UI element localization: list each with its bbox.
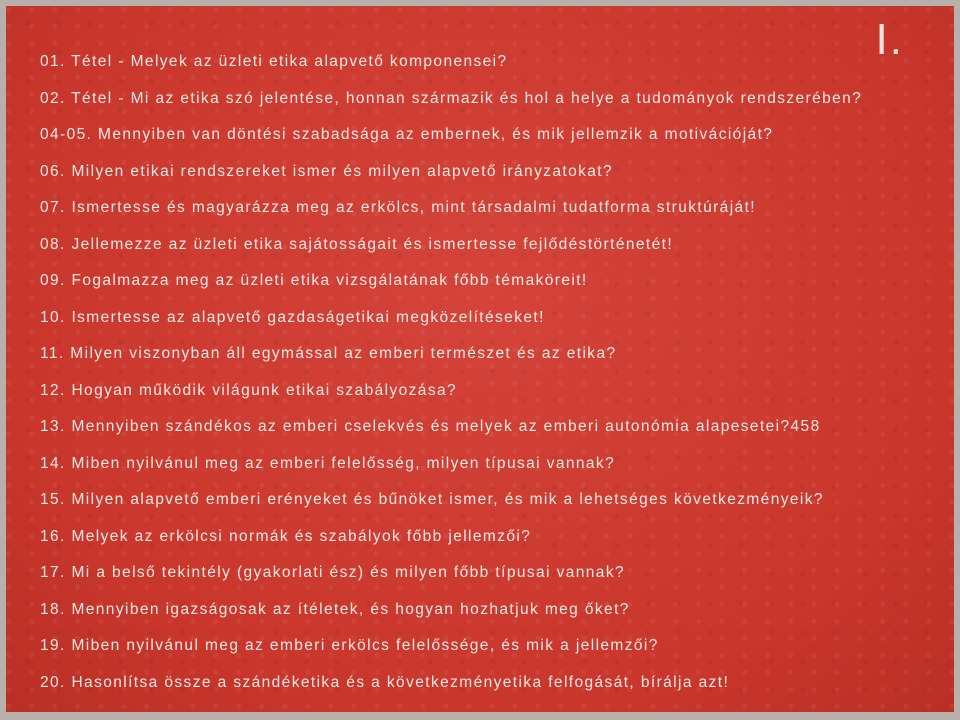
topic-item: 16. Melyek az erkölcsi normák és szabályok főbb jellemzői? — [40, 527, 532, 545]
topic-item: 13. Mennyiben szándékos az emberi cselekvés és melyek az emberi autonómia alapesetei?458 — [40, 418, 821, 436]
topic-item: 18. Mennyiben igazságosak az ítéletek, és hogyan hozhatjuk meg őket? — [40, 600, 630, 618]
topic-item: 20. Hasonlítsa össze a szándéketika és a következményetika felfogását, bírálja azt! — [40, 673, 730, 691]
topic-list — [40, 44, 956, 701]
topic-item: 02. Tétel - Mi az etika szó jelentése, honnan származik és hol a helye a tudományok rendszerében? — [40, 89, 863, 107]
topic-item: 08. Jellemezze az üzleti etika sajátosságait és ismertesse fejlődéstörténetét! — [40, 235, 674, 253]
topic-item: 19. Miben nyilvánul meg az emberi erkölcs felelőssége, és mik a jellemzői? — [40, 637, 659, 655]
topic-item: 01. Tétel - Melyek az üzleti etika alapvető komponensei? — [40, 53, 508, 71]
topic-item: 15. Milyen alapvető emberi erényeket és bűnöket ismer, és mik a lehetséges következményeik? — [40, 491, 824, 509]
topic-item: 17. Mi a belső tekintély (gyakorlati ész) és milyen főbb típusai vannak? — [40, 564, 625, 582]
slide-number: I. — [875, 15, 904, 64]
topic-item: 12. Hogyan működik világunk etikai szabályozása? — [40, 381, 458, 399]
topic-item: 07. Ismertesse és magyarázza meg az erkölcs, mint társadalmi tudatforma struktúráját! — [40, 199, 756, 217]
topic-item: 11. Milyen viszonyban áll egymással az emberi természet és az etika? — [40, 345, 617, 363]
topic-item: 14. Miben nyilvánul meg az emberi felelősség, milyen típusai vannak? — [40, 454, 616, 472]
topic-item: 10. Ismertesse az alapvető gazdaságetikai megközelítéseket! — [40, 308, 545, 326]
slide-background — [6, 6, 954, 712]
topic-item: 04-05. Mennyiben van döntési szabadsága az embernek, és mik jellemzik a motivációját? — [40, 126, 774, 144]
topic-item: 06. Milyen etikai rendszereket ismer és milyen alapvető irányzatokat? — [40, 162, 614, 180]
topic-item: 09. Fogalmazza meg az üzleti etika vizsgálatának főbb témaköreit! — [40, 272, 588, 290]
